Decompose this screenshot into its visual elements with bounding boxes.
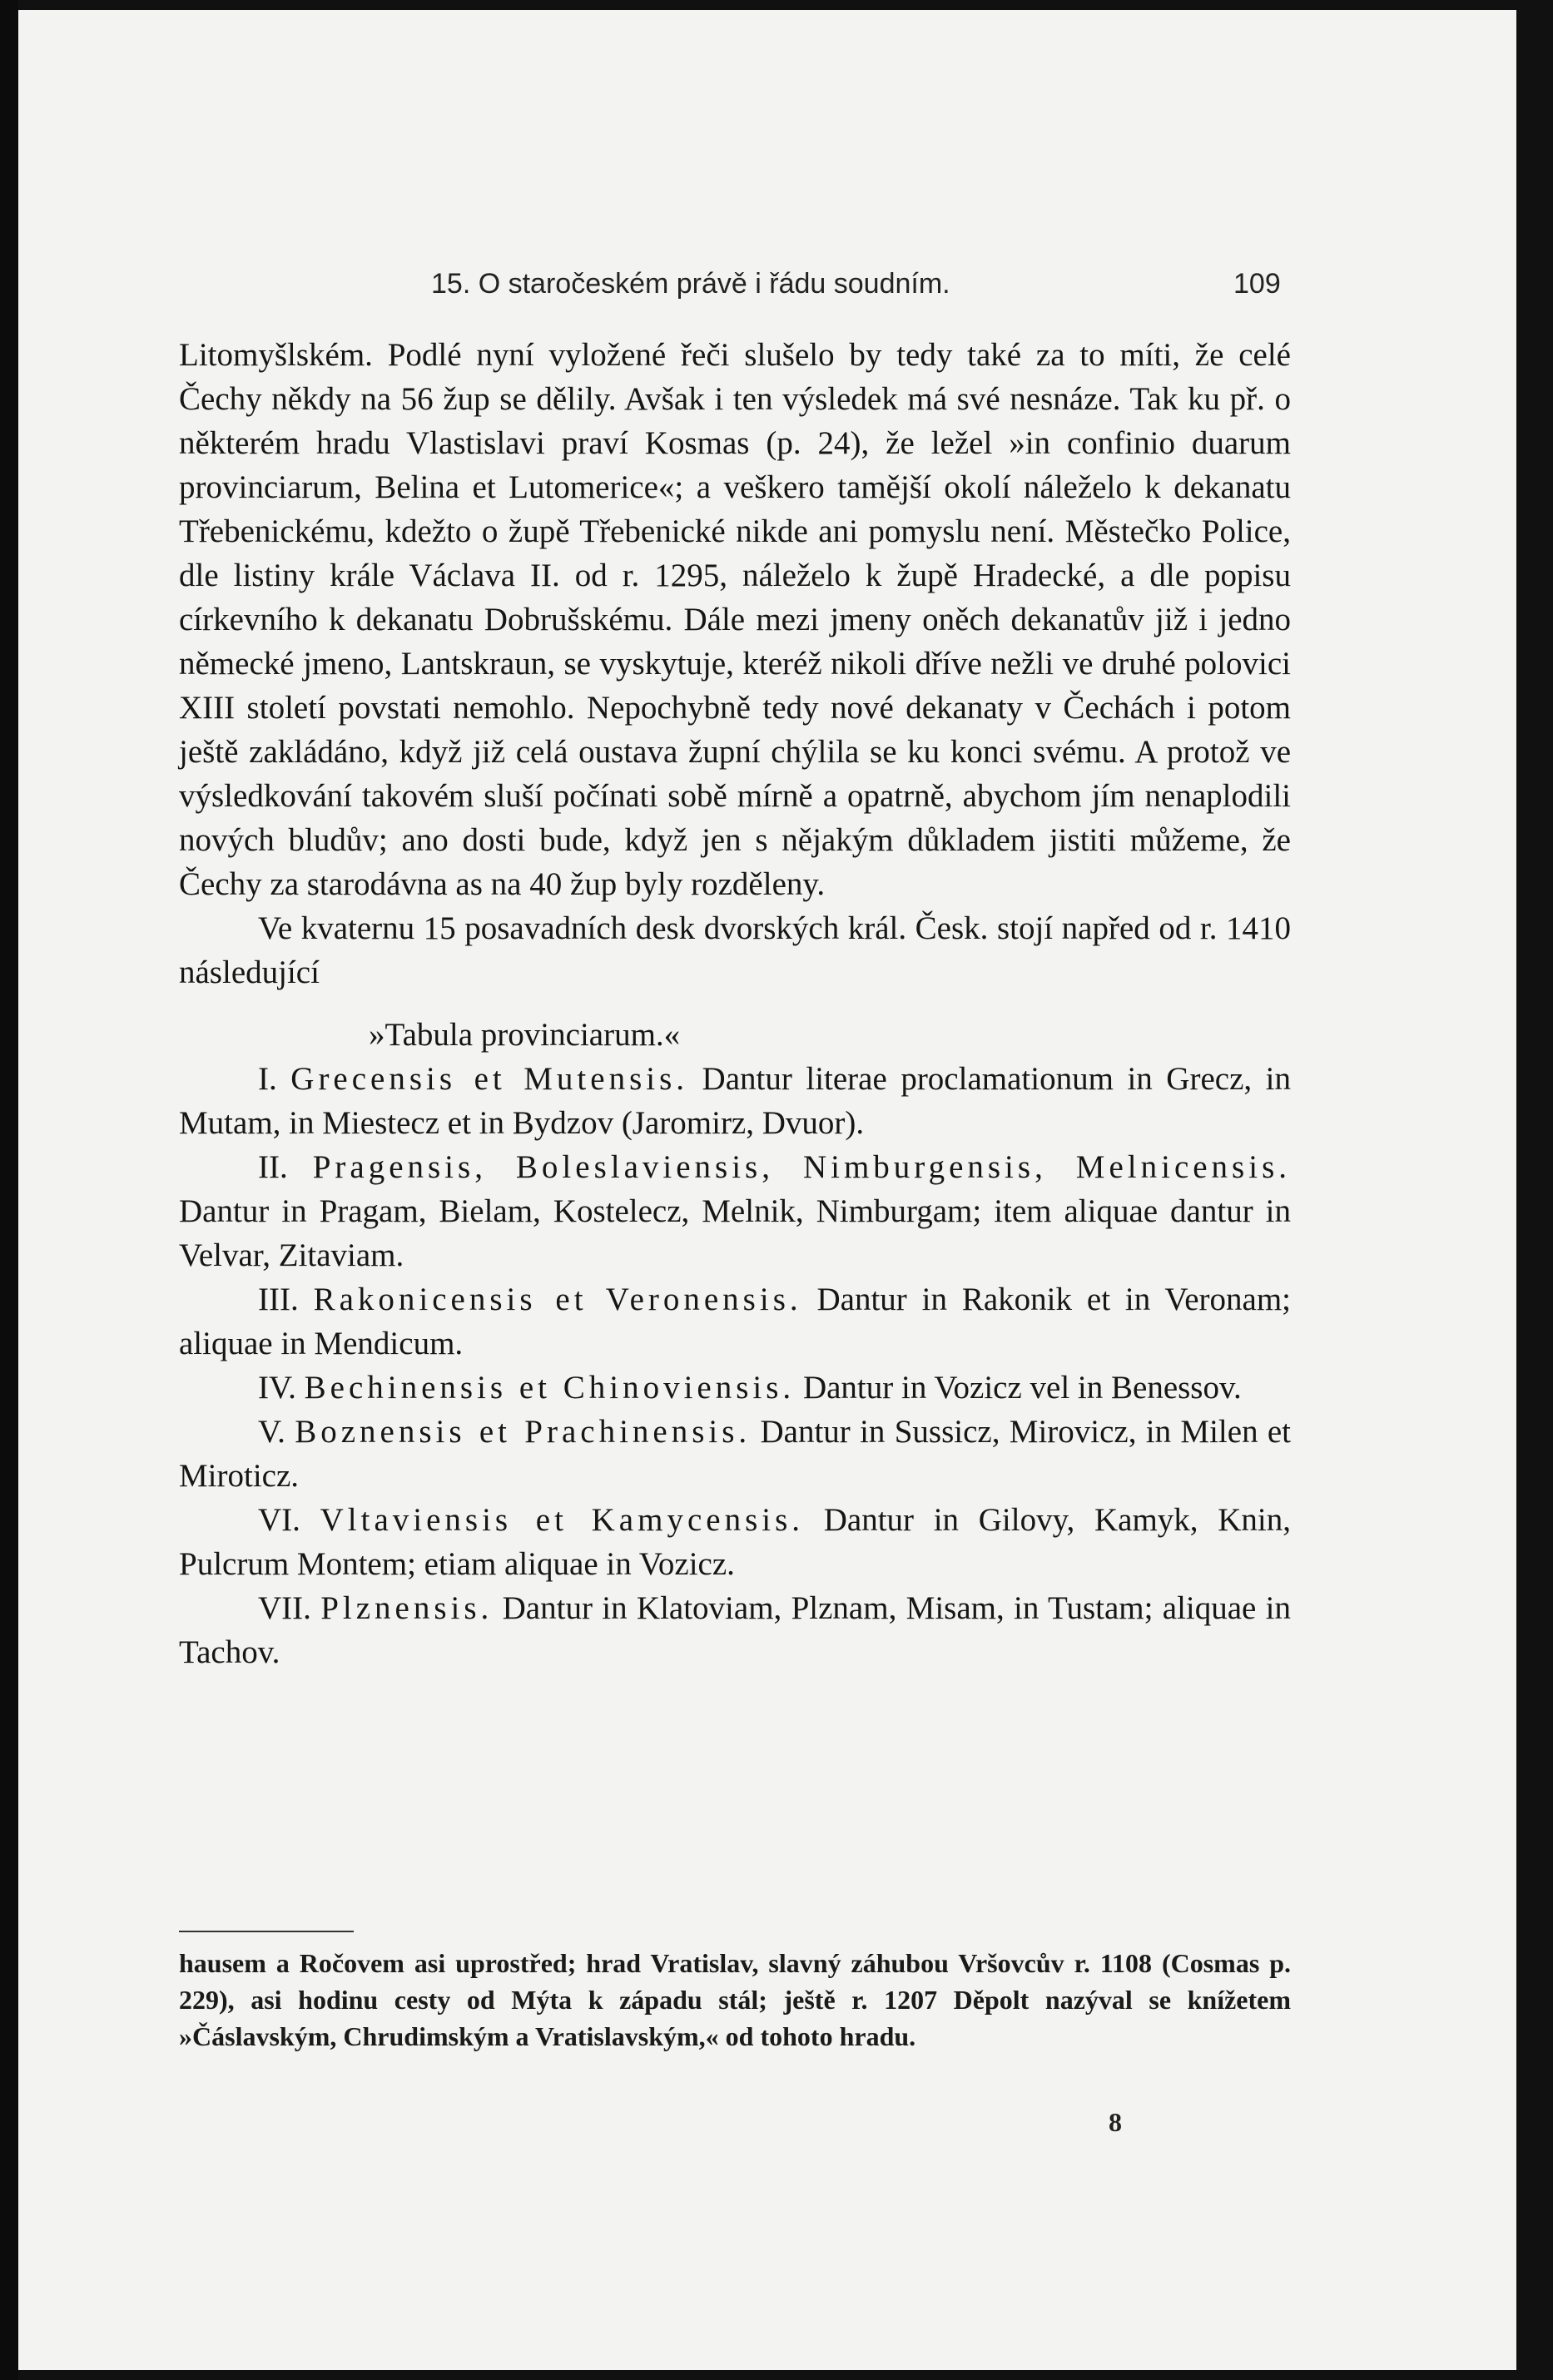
entry-province-name: Plznensis. — [320, 1590, 494, 1626]
signature-mark: 8 — [1109, 2107, 1122, 2137]
paragraph-intro: Ve kvaternu 15 posavadních desk dvorských král. Česk. stojí napřed od r. 1410 následující — [179, 910, 1291, 990]
tabula-entry — [179, 1410, 1291, 1498]
tabula-heading: »Tabula provinciarum.« — [369, 1017, 681, 1053]
paragraph-continued: Litomyšlském. Podlé nyní vyložené řeči slušelo by tedy také za to míti, že celé Čechy někdy na 56 žup se dělily. Avšak i ten výsledek má své nesnáze. Tak ku př. o některém hradu Vlastislavi praví Kosmas (p. 24), že ležel »in confinio duarum provinciarum, Belina et Lutomerice«; a veškero tamější okolí náleželo k dekanatu Třebenickému, kdežto o župě Třebenické nikde ani pomyslu není. Městečko Police, dle listiny krále Václava II. od r. 1295, náleželo k župě Hradecké, a dle popisu církevního k dekanatu Dobrušskému. Dále mezi jmeny oněch dekanatův již i jedno německé jmeno, Lantskraun, se vyskytuje, kteréž nikoli dříve nežli ve druhé polovici XIII století povstati nemohlo. Nepochybně tedy nové dekanaty v Čechách i potom ještě zakládáno, když již celá oustava župní chýlila se ku konci svému. A protož ve výsledkování takovém sluší počínati sobě mírně a opatrně, abychom jím nenaplodili nových bludův; ano dosti bude, když jen s nějakým důkladem jistiti můžeme, že Čechy za starodávna as na 40 žup byly rozděleny. — [179, 337, 1291, 902]
entry-text: Dantur in Sussicz, Mirovicz, in Milen et Miroticz. — [179, 1414, 1292, 1494]
entry-province-name: Pragensis, Boleslaviensis, Nimburgensis, Melnicensis. — [312, 1149, 1291, 1185]
entry-province-name: Boznensis et Prachinensis. — [295, 1414, 752, 1450]
entry-number: V. — [258, 1414, 285, 1450]
entry-number: VI. — [258, 1502, 300, 1538]
entry-text: Dantur in Gilovy, Kamyk, Knin, Pulcrum Montem; etiam aliquae in Vozicz. — [179, 1502, 1292, 1582]
tabula-entry — [179, 1057, 1291, 1145]
tabula-entry — [179, 1277, 1291, 1366]
footnote-block — [179, 1945, 1291, 2055]
page-number: 109 — [1233, 268, 1281, 300]
tabula-entry — [179, 1145, 1291, 1277]
entry-number: II. — [258, 1149, 288, 1185]
entry-number: I. — [258, 1061, 277, 1097]
running-title: 15. O staročeském právě i řádu soudním. — [431, 268, 950, 300]
entry-text: Dantur in Rakonik et in Veronam; aliquae in Mendicum. — [179, 1282, 1292, 1361]
entry-text: Dantur in Pragam, Bielam, Kostelecz, Melnik, Nimburgam; item aliquae dantur in Velvar, Zitaviam. — [179, 1193, 1291, 1273]
footnote-text: hausem a Ročovem asi uprostřed; hrad Vratislav, slavný záhubou Vršovcův r. 1108 (Cosmas p. 229), asi hodinu cesty od Mýta k západu stál; ještě r. 1207 Děpolt nazýval se knížetem »Čáslavským, Chrudimským a Vratislavským,« od tohoto hradu. — [179, 1948, 1291, 2051]
footnote-divider — [179, 1931, 354, 1932]
entry-province-name: Bechinensis et Chinoviensis. — [304, 1370, 796, 1406]
entry-number: VII. — [258, 1590, 311, 1626]
entry-number: III. — [258, 1282, 299, 1317]
tabula-entry — [179, 1366, 1291, 1410]
main-text — [179, 333, 1291, 1674]
entry-province-name: Vltaviensis et Kamycensis. — [320, 1502, 805, 1538]
book-page — [18, 10, 1516, 2370]
entry-province-name: Grecensis et Mutensis. — [290, 1061, 689, 1097]
tabula-entry — [179, 1586, 1291, 1674]
entry-text: Dantur literae proclamationum in Grecz, in Mutam, in Miestecz et in Bydzov (Jaromirz, Dvuor). — [179, 1061, 1291, 1141]
scan-left-border — [0, 0, 18, 2380]
entry-text: Dantur in Klatoviam, Plznam, Misam, in Tustam; aliquae in Tachov. — [179, 1590, 1292, 1670]
entry-province-name: Rakonicensis et Veronensis. — [313, 1282, 802, 1317]
entry-text: Dantur in Vozicz vel in Benessov. — [802, 1370, 1242, 1406]
entry-number: IV. — [258, 1370, 296, 1406]
tabula-entry — [179, 1498, 1291, 1586]
page-header — [18, 260, 1516, 310]
